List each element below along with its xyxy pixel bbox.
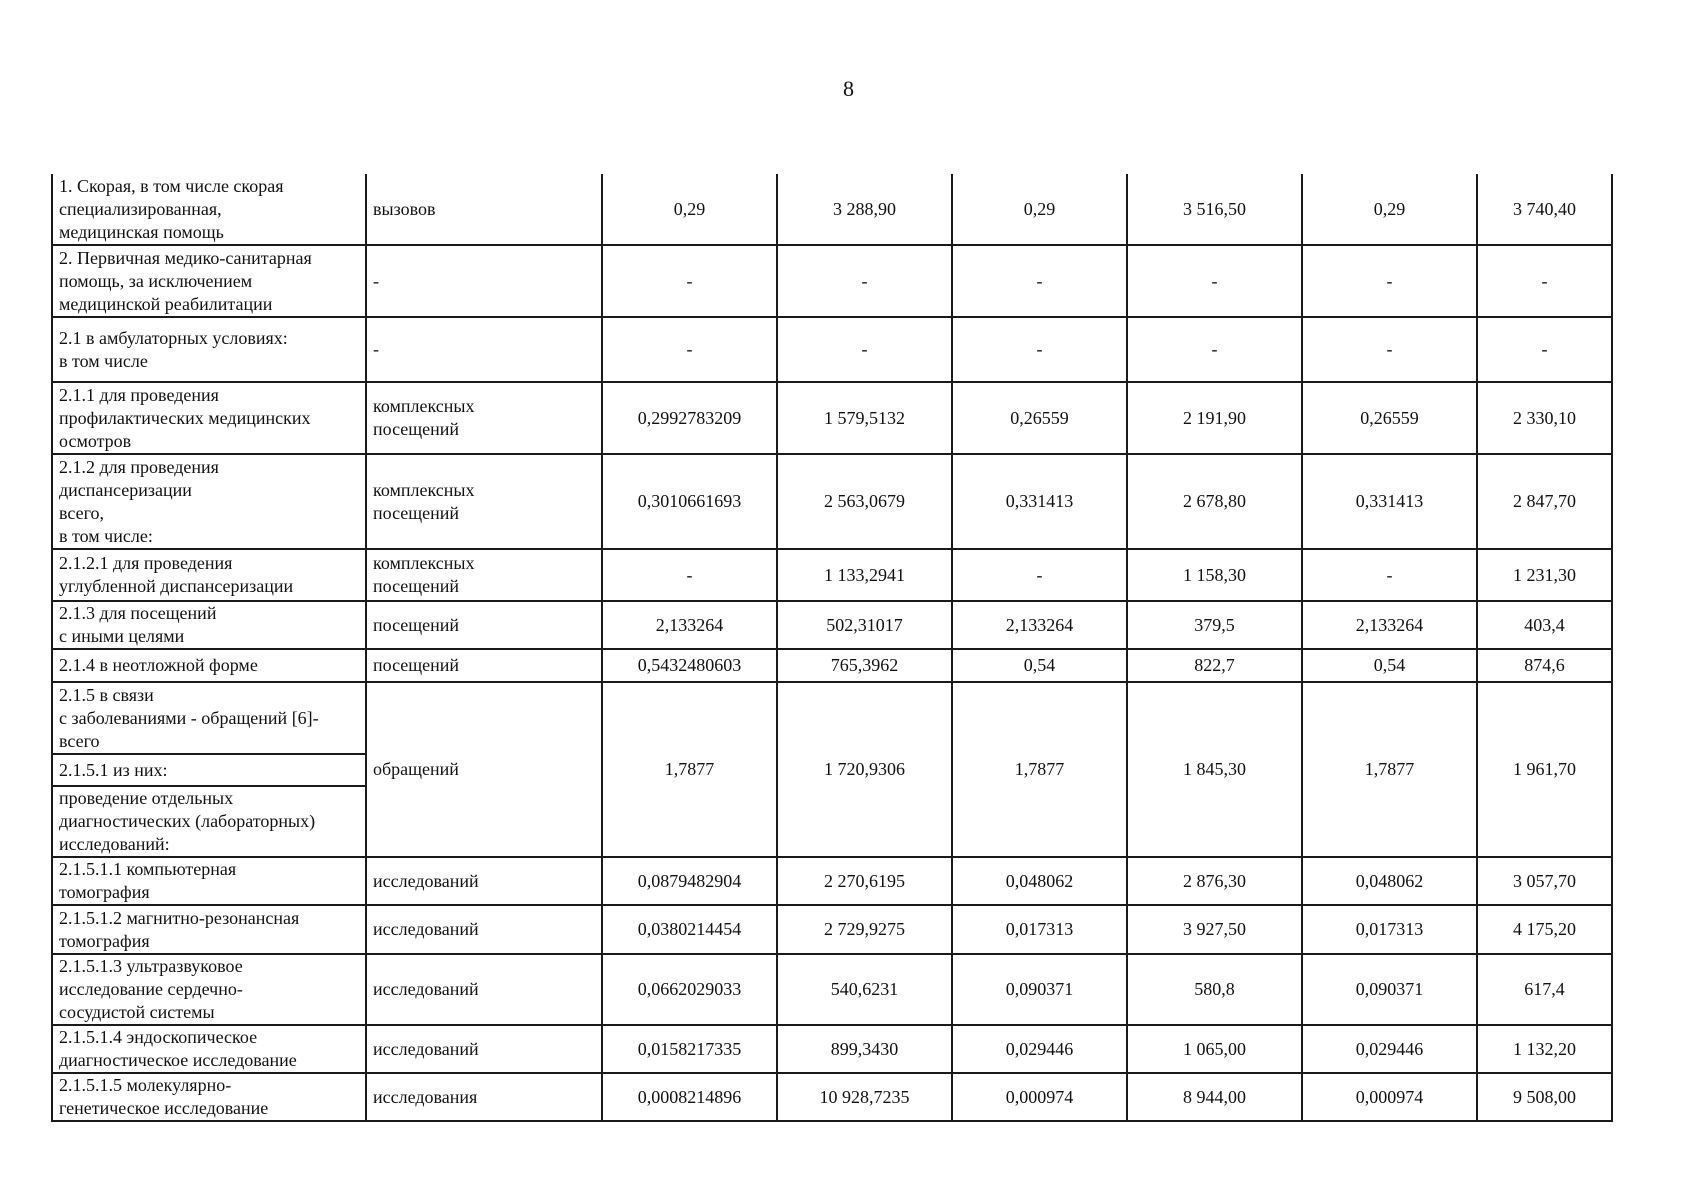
value-cell: 8 944,00 [1127, 1073, 1302, 1121]
row-name-cell: 2.1.5.1.3 ультразвуковое исследование сердечно- сосудистой системы [52, 954, 366, 1025]
unit-cell: исследования [366, 1073, 602, 1121]
value-cell: 617,4 [1477, 954, 1612, 1025]
value-cell: - [777, 245, 952, 317]
value-cell: 1 158,30 [1127, 549, 1302, 601]
value-cell: 0,090371 [952, 954, 1127, 1025]
value-cell: 2,133264 [1302, 601, 1477, 649]
value-cell: 0,017313 [1302, 905, 1477, 954]
value-cell: 1,7877 [1302, 682, 1477, 857]
value-cell: - [602, 549, 777, 601]
table-row [52, 174, 1612, 245]
value-cell: 580,8 [1127, 954, 1302, 1025]
row-name-cell: 2.1.5.1.4 эндоскопическое диагностическое исследование [52, 1025, 366, 1073]
unit-cell: исследований [366, 905, 602, 954]
table-row [52, 317, 1612, 382]
table-row [52, 905, 1612, 954]
value-cell: 822,7 [1127, 649, 1302, 682]
value-cell: 9 508,00 [1477, 1073, 1612, 1121]
value-cell: 1 720,9306 [777, 682, 952, 857]
value-cell: 379,5 [1127, 601, 1302, 649]
value-cell: - [1477, 245, 1612, 317]
unit-cell: вызовов [366, 174, 602, 245]
value-cell: - [602, 317, 777, 382]
row-name-cell: 2.1.5.1.5 молекулярно- генетическое исследование [52, 1073, 366, 1121]
value-cell: 3 288,90 [777, 174, 952, 245]
value-cell: 540,6231 [777, 954, 952, 1025]
value-cell: 0,000974 [1302, 1073, 1477, 1121]
value-cell: 0,29 [1302, 174, 1477, 245]
table-row [52, 601, 1612, 649]
value-cell: 0,029446 [952, 1025, 1127, 1073]
value-cell: 502,31017 [777, 601, 952, 649]
unit-cell: - [366, 317, 602, 382]
value-cell: 2,133264 [602, 601, 777, 649]
value-cell: - [952, 245, 1127, 317]
row-name-cell: проведение отдельных диагностических (лабораторных) исследований: [52, 786, 366, 857]
value-cell: 0,0008214896 [602, 1073, 777, 1121]
value-cell: 1,7877 [952, 682, 1127, 857]
table-row [52, 1025, 1612, 1073]
value-cell: - [1302, 317, 1477, 382]
value-cell: 0,0380214454 [602, 905, 777, 954]
value-cell: 1,7877 [602, 682, 777, 857]
value-cell: - [1477, 317, 1612, 382]
value-cell: 2,133264 [952, 601, 1127, 649]
value-cell: 0,331413 [952, 454, 1127, 549]
value-cell: - [777, 317, 952, 382]
row-name-cell: 2. Первичная медико-санитарная помощь, за исключением медицинской реабилитации [52, 245, 366, 317]
row-name-cell: 2.1.4 в неотложной форме [52, 649, 366, 682]
table-row [52, 857, 1612, 905]
value-cell: 0,29 [952, 174, 1127, 245]
value-cell: 10 928,7235 [777, 1073, 952, 1121]
value-cell: 4 175,20 [1477, 905, 1612, 954]
value-cell: 2 330,10 [1477, 382, 1612, 454]
value-cell: 1 065,00 [1127, 1025, 1302, 1073]
unit-cell: посещений [366, 649, 602, 682]
table-row [52, 454, 1612, 549]
value-cell: - [602, 245, 777, 317]
value-cell: 2 729,9275 [777, 905, 952, 954]
value-cell: 0,0879482904 [602, 857, 777, 905]
row-name-cell: 2.1.5.1.1 компьютерная томография [52, 857, 366, 905]
row-name-cell: 2.1.5 в связи с заболеваниями - обращений [6]- всего [52, 682, 366, 754]
value-cell: 403,4 [1477, 601, 1612, 649]
value-cell: 2 876,30 [1127, 857, 1302, 905]
value-cell: 2 191,90 [1127, 382, 1302, 454]
value-cell: 0,2992783209 [602, 382, 777, 454]
unit-cell: исследований [366, 954, 602, 1025]
row-name-cell: 2.1.5.1.2 магнитно-резонансная томография [52, 905, 366, 954]
table-row [52, 245, 1612, 317]
value-cell: 1 579,5132 [777, 382, 952, 454]
table-row [52, 954, 1612, 1025]
value-cell: - [1302, 245, 1477, 317]
unit-cell: обращений [366, 682, 602, 857]
page-number: 8 [843, 76, 854, 101]
value-cell: 1 231,30 [1477, 549, 1612, 601]
row-name-cell: 2.1.1 для проведения профилактических медицинских осмотров [52, 382, 366, 454]
unit-cell: посещений [366, 601, 602, 649]
value-cell: 1 961,70 [1477, 682, 1612, 857]
row-name-cell: 2.1.5.1 из них: [52, 754, 366, 786]
unit-cell: - [366, 245, 602, 317]
value-cell: - [952, 317, 1127, 382]
value-cell: 0,5432480603 [602, 649, 777, 682]
value-cell: 2 847,70 [1477, 454, 1612, 549]
value-cell: - [1127, 317, 1302, 382]
table-row [52, 382, 1612, 454]
row-name-cell: 2.1.2 для проведения диспансеризации всего, в том числе: [52, 454, 366, 549]
unit-cell: комплексных посещений [366, 549, 602, 601]
value-cell: 3 740,40 [1477, 174, 1612, 245]
value-cell: 3 057,70 [1477, 857, 1612, 905]
value-cell: 2 678,80 [1127, 454, 1302, 549]
value-cell: 1 845,30 [1127, 682, 1302, 857]
unit-cell: комплексных посещений [366, 454, 602, 549]
value-cell: 899,3430 [777, 1025, 952, 1073]
unit-cell: исследований [366, 857, 602, 905]
value-cell: 0,000974 [952, 1073, 1127, 1121]
value-cell: 2 270,6195 [777, 857, 952, 905]
value-cell: 0,048062 [952, 857, 1127, 905]
value-cell: 0,017313 [952, 905, 1127, 954]
value-cell: 0,048062 [1302, 857, 1477, 905]
unit-cell: комплексных посещений [366, 382, 602, 454]
table-row [52, 549, 1612, 601]
table-row [52, 1073, 1612, 1121]
value-cell: 1 133,2941 [777, 549, 952, 601]
value-cell: - [1302, 549, 1477, 601]
value-cell: 0,26559 [1302, 382, 1477, 454]
value-cell: 0,26559 [952, 382, 1127, 454]
unit-cell: исследований [366, 1025, 602, 1073]
value-cell: 0,0662029033 [602, 954, 777, 1025]
value-cell: 765,3962 [777, 649, 952, 682]
value-cell: 0,54 [952, 649, 1127, 682]
value-cell: 2 563,0679 [777, 454, 952, 549]
row-name-cell: 2.1.3 для посещений с иными целями [52, 601, 366, 649]
row-name-cell: 2.1 в амбулаторных условиях: в том числе [52, 317, 366, 382]
value-cell: 0,54 [1302, 649, 1477, 682]
value-cell: 1 132,20 [1477, 1025, 1612, 1073]
value-cell: 0,331413 [1302, 454, 1477, 549]
value-cell: 0,29 [602, 174, 777, 245]
value-cell: 0,3010661693 [602, 454, 777, 549]
norms-table [51, 174, 1613, 1122]
row-name-cell: 1. Скорая, в том числе скорая специализированная, медицинская помощь [52, 174, 366, 245]
value-cell: 874,6 [1477, 649, 1612, 682]
value-cell: - [952, 549, 1127, 601]
value-cell: 3 927,50 [1127, 905, 1302, 954]
table-row [52, 649, 1612, 682]
table-row [52, 682, 1612, 754]
value-cell: 0,029446 [1302, 1025, 1477, 1073]
value-cell: 3 516,50 [1127, 174, 1302, 245]
value-cell: - [1127, 245, 1302, 317]
value-cell: 0,0158217335 [602, 1025, 777, 1073]
value-cell: 0,090371 [1302, 954, 1477, 1025]
row-name-cell: 2.1.2.1 для проведения углубленной диспансеризации [52, 549, 366, 601]
